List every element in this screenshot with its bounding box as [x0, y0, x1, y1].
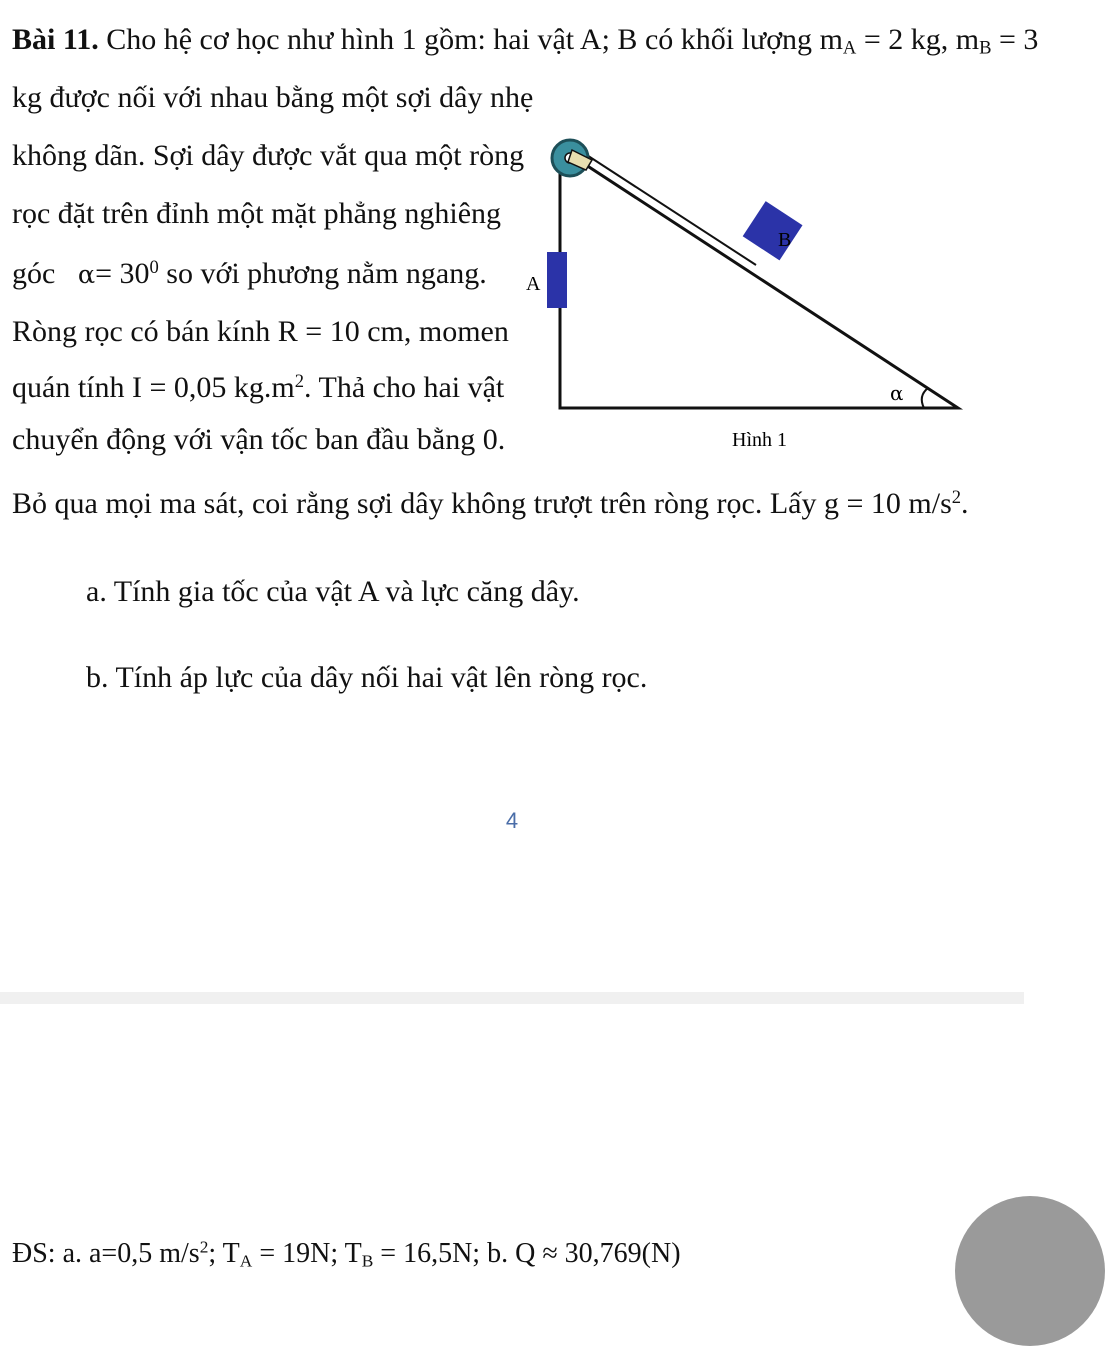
question-b: b. Tính áp lực của dây nối hai vật lên ròng rọc.: [86, 661, 648, 694]
problem-line-6: Ròng rọc có bán kính R = 10 cm, momen: [12, 315, 509, 348]
problem-line-1: [12, 20, 1038, 60]
problem-title: Bài 11.: [12, 23, 99, 56]
block-b: [743, 201, 803, 260]
answer-line: ĐS: a. a=0,5 $m/s^2$; $T_A = 19N$; $T_B = 16,5N$; b. Q ≈ 30,769(N): [12, 1237, 681, 1271]
label-block-a: A: [526, 273, 541, 295]
page-number: 4: [505, 808, 519, 833]
problem-line-2: kg được nối với nhau bằng một sợi dây nhẹ: [12, 81, 534, 114]
problem-line-8: chuyển động với vận tốc ban đầu bằng 0.: [12, 423, 506, 456]
block-a: [547, 252, 567, 308]
mass-a-expression: $m_A = 2$ kg,: [819, 23, 949, 59]
problem-line-4: rọc đặt trên đỉnh một mặt phẳng nghiêng: [12, 197, 502, 230]
problem-line-9: Bỏ qua mọi ma sát, coi rằng sợi dây không trượt trên ròng rọc. Lấy g = 10 $m/s^2$.: [12, 486, 969, 520]
angle-expression: $\alpha= 30^0$: [77, 256, 159, 290]
label-angle: α: [890, 381, 904, 405]
question-a: a. Tính gia tốc của vật A và lực căng dây.: [86, 575, 580, 608]
figure-caption: Hình 1: [732, 429, 787, 451]
problem-line-7: quán tính I = 0,05 $kg.m^2$. Thả cho hai vật: [12, 370, 505, 404]
label-block-b: B: [778, 229, 792, 251]
page-divider: [0, 992, 1024, 1004]
mass-b-expression: $m_B = 3$: [955, 23, 1039, 59]
problem-line-3: không dãn. Sợi dây được vắt qua một ròng: [12, 139, 525, 172]
rope-incline: [576, 148, 756, 265]
incline-triangle: [560, 148, 958, 408]
document-page-2: [0, 1004, 1024, 1280]
angle-arc: [922, 388, 928, 408]
problem-line-5: góc $\alpha= 30^0$ so với phương nằm ngang.: [12, 256, 487, 290]
floating-action-button[interactable]: [955, 1196, 1105, 1346]
inclined-plane-figure: [510, 120, 980, 460]
problem-intro-text: Cho hệ cơ học như hình 1 gồm: hai vật A; B có khối lượng: [106, 23, 813, 56]
